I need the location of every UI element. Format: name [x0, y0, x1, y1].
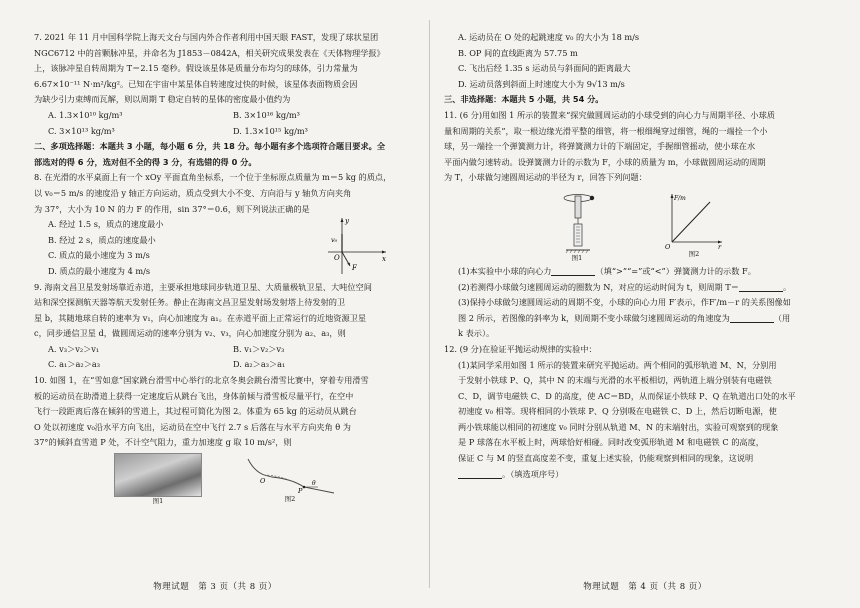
- q11-fig2-origin: O: [665, 242, 671, 250]
- q11-figure-1: [552, 190, 602, 262]
- q8-fig-force: F: [352, 264, 357, 273]
- q8-option-c: C. 质点的最小速度为 3 m/s: [48, 250, 150, 261]
- q11-figures: [444, 190, 834, 262]
- q11-sub3-text-c: 图 2 所示，若图像的斜率为 k，则周期不变小球做匀速圆周运动的角速度为: [458, 312, 730, 323]
- q12-line: (1)某同学采用如图 1 所示的装置来研究平抛运动。两个相同的弧形轨道 M、N，分别用: [458, 359, 777, 370]
- q10-line: 板的运动员在助滑道上获得一定速度后从跳台飞出，身体前倾与滑雪板尽量平行，在空中: [34, 390, 354, 401]
- q8-fig-v0: v₀: [331, 236, 338, 245]
- section-2-line: 二、多项选择题：本题共 3 小题，每小题 6 分，共 18 分。每小题有多个选项符合题目要求。全: [34, 141, 386, 152]
- q10-figures: [34, 453, 418, 505]
- q11-fig2-y-label: F/m: [674, 194, 686, 202]
- q11-line: 为 T，小球做匀速圆周运动的半径为 r，回答下列问题：: [444, 172, 647, 183]
- q9-option-c: C. a₁＞a₂＞a₃: [48, 359, 101, 370]
- q10-line: O 处以初速度 v₀沿水平方向飞出，运动员在空中飞行 2.7 s 后落在与水平方向夹角 θ 为: [34, 421, 351, 432]
- q8-line: 为 37°，大小为 10 N 的力 F 的作用，sin 37°＝0.6，则下列说法正确的是: [34, 203, 310, 214]
- q12-line: C、D，调节电磁铁 C、D 的高度，使 AC＝BD，从而保证小铁球 P、Q 在轨道出口处的水平: [458, 390, 796, 401]
- q8-fig-y-label: y: [345, 217, 349, 226]
- q10-line: 飞行一段距离后落在倾斜的雪道上，其过程可简化为图 2。体重为 65 kg 的运动员从跳台: [34, 406, 357, 417]
- section-2-heading: [34, 139, 418, 170]
- q10-options: [444, 30, 834, 92]
- q11-sub3-text-a: (3)保持小球做匀速圆周运动的周期不变，小球的向心力用 F′表示，作: [458, 297, 709, 308]
- page-right: [430, 0, 860, 608]
- section-3-heading: 三、非选择题：本题共 5 小题，共 54 分。: [444, 94, 604, 105]
- q10-option-d: D. 运动员落到斜面上时速度大小为 9√13 m/s: [458, 78, 625, 89]
- q9-option-b: B. v₁＞v₂＞v₃: [233, 343, 285, 354]
- section-2-line: 部选对的得 6 分，选对但不全的得 3 分，有选错的得 0 分。: [34, 156, 257, 167]
- q12-line: 于发射小铁球 P、Q，其中 N 的末端与光滑的水平板相切，两轨道上端分别装有电磁铁: [458, 375, 772, 386]
- q10-line: 10. 如图 1，在“雪如意”国家跳台滑雪中心举行的北京冬奥会跳台滑雪比赛中，穿着专用滑雪: [34, 375, 369, 386]
- question-10: [34, 373, 418, 505]
- q7-line: 6.67×10⁻¹¹ N·m²/kg²。已知在宇宙中某星体自转速度过快的时候，该星体表面物质会因: [34, 78, 358, 89]
- spring-scale-apparatus: [552, 190, 602, 254]
- q9-line: 星 b，其随地球自转的速率为 v₁，向心加速度为 a₁。在赤道平面上正常运行的近地资源卫星: [34, 312, 367, 323]
- q11-sub3-text-d: （用: [773, 312, 791, 323]
- q11-sub2-answer-blank[interactable]: [739, 281, 783, 292]
- q10-fig2-theta: θ: [312, 480, 316, 488]
- q12-answer-blank[interactable]: [458, 468, 502, 479]
- q12-line: 是 P 球落在水平板上时，两球恰好相碰。同时改变弧形轨道 M 和电磁铁 C 的高度，: [458, 437, 764, 448]
- ski-jump-photo: [114, 453, 202, 497]
- q11-sub2-text-b: 。: [782, 281, 792, 292]
- q7-line: NGC6712 中的首颗脉冲星，并命名为 J1853－0842A，相关研究成果发表在《天体物理学报》: [34, 47, 385, 58]
- q7-line: 上，该脉冲星自转周期为 T＝2.15 毫秒。假设该星体是质量分布均匀的球体，引力常量为: [34, 63, 358, 74]
- question-12: [444, 342, 834, 482]
- q10-fig2-caption: 图2: [284, 495, 296, 504]
- force-radius-graph: [662, 190, 726, 250]
- question-11: [444, 108, 834, 342]
- q8-line: 8. 在光滑的水平桌面上有一个 xOy 平面直角坐标系，一个位于坐标原点质量为 m＝5 kg 的质点，: [34, 172, 392, 183]
- q8-fig-x-label: x: [382, 255, 386, 264]
- q7-option-a: A. 1.3×10¹⁰ kg/m³: [48, 109, 123, 120]
- q11-sub1-answer-blank[interactable]: [551, 265, 595, 276]
- q10-option-b: B. OP 间的直线距离为 57.75 m: [458, 47, 578, 58]
- q8-fig-origin: O: [334, 254, 340, 263]
- q11-fig2-x-label: r: [718, 242, 722, 250]
- q12-line: 初速度 v₀ 相等。现将相同的小铁球 P、Q 分别吸在电磁铁 C、D 上，然后切断电源，使: [458, 406, 777, 417]
- q10-figure-2: [242, 453, 338, 505]
- q11-line: 11. (6 分)用如图 1 所示的装置来“探究做圆周运动的小球受到的向心力与周期半径、小球质: [444, 109, 775, 120]
- q8-option-d: D. 质点的最小速度为 4 m/s: [48, 265, 151, 276]
- q7-option-b: B. 3×10¹⁶ kg/m³: [233, 109, 300, 120]
- q11-line: 平面内做匀速转动。设弹簧测力计的示数为 F，小球的质量为 m，小球做圆周运动的周期: [444, 156, 766, 167]
- q12-line: 两小铁球能以相同的初速度 v₀ 同时分别从轨道 M、N 的末端射出，实验可观察到的现象: [458, 421, 779, 432]
- q11-fig2-caption: 图2: [688, 249, 700, 258]
- q11-line: 量和周期的关系”，取一根边缘光滑平整的细管，将一根细绳穿过细管，绳的一端拴一个小: [444, 125, 768, 136]
- question-7: [34, 30, 418, 139]
- q9-line: 站和深空探测航天器等航天发射任务。静止在海南文昌卫星发射场发射塔上待发射的卫: [34, 297, 346, 308]
- q9-line: 9. 海南文昌卫星发射场靠近赤道，主要承担地球同步轨道卫星、大质量极轨卫星、大吨位空间: [34, 281, 372, 292]
- q7-options-row1: [34, 108, 418, 124]
- q10-fig1-caption: 图1: [152, 497, 164, 506]
- q11-sub3-end: k 表示）。: [458, 328, 495, 339]
- q11-sub2-text-a: (2)若测得小球做匀速圆周运动的圈数为 N，对应的运动时间为 t，则周期 T＝: [458, 281, 739, 292]
- q8-figure: [320, 214, 390, 278]
- q12-heading: 12. (9 分)在验证平抛运动规律的实验中：: [444, 343, 597, 354]
- q11-line: 球，另一端拴一个弹簧测力计，将弹簧测力计的下端固定，手握细管摇动，使小球在水: [444, 141, 756, 152]
- q10-fig2-p: P: [298, 487, 303, 496]
- q11-sub3-text-b: F′/m－r 的关系图像如: [709, 297, 791, 308]
- q11-sub3: [444, 295, 834, 311]
- q9-option-d: D. a₂＞a₃＞a₁: [233, 359, 286, 370]
- q7-options-row2: [34, 124, 418, 140]
- q11-sub1: [444, 264, 834, 280]
- q10-line: 37°的倾斜直雪道 P 处，不计空气阻力，重力加速度 g 取 10 m/s²，则: [34, 437, 292, 448]
- q10-figure-1: [114, 453, 202, 505]
- q10-fig2-o: O: [260, 477, 266, 486]
- q12-tail-text: 。（填选项序号）: [502, 468, 564, 479]
- q11-sub3-cont: [444, 311, 834, 327]
- q9-line: c，同步通信卫星 d，做圆周运动的速率分别为 v₂、v₃，向心加速度分别为 a₂、a₃，则: [34, 328, 346, 339]
- footer-page-3: 物理试题 第 3 页（共 8 页）: [153, 582, 277, 593]
- q8-option-b: B. 经过 2 s，质点的速度最小: [48, 234, 156, 245]
- q11-sub1-text-b: （填“>”“=”或“<”）弹簧测力计的示数 F。: [595, 265, 756, 276]
- question-8: [34, 170, 418, 279]
- q11-sub1-text-a: (1)本实验中小球的向心力: [458, 265, 552, 276]
- q10-option-a: A. 运动员在 O 处的起跳速度 v₀ 的大小为 18 m/s: [458, 32, 640, 42]
- q10-option-c: C. 飞出后经 1.35 s 运动员与斜面间的距离最大: [458, 63, 631, 74]
- q7-line: 为缺少引力束缚而瓦解，则以周期 T 稳定自转的星体的密度最小值约为: [34, 94, 291, 105]
- q9-option-a: A. v₃＞v₂＞v₁: [48, 343, 100, 354]
- q8-line: 以 v₀＝5 m/s 的速度沿 y 轴正方向运动，质点受到大小不变、方向沿与 y 轴负方向夹角: [34, 187, 352, 198]
- q7-line: 7. 2021 年 11 月中国科学院上海天文台与国内外合作者利用中国天眼 FAST，发现了球状星团: [34, 32, 379, 42]
- ski-slope-diagram: [242, 453, 338, 495]
- question-9: [34, 280, 418, 374]
- q9-options-row1: [34, 342, 418, 358]
- q11-sub2: [444, 280, 834, 296]
- q7-option-d: D. 1.3×10¹⁵ kg/m³: [233, 125, 308, 136]
- q9-options-row2: [34, 357, 418, 373]
- q12-line: 保证 C 与 M 的竖直高度差不变，重复上述实验，仍能观察到相同的现象，这说明: [458, 453, 754, 464]
- footer-page-4: 物理试题 第 4 页（共 8 页）: [583, 582, 707, 593]
- q11-figure-2: [662, 190, 726, 262]
- q8-option-a: A. 经过 1.5 s，质点的速度最小: [48, 219, 164, 230]
- q7-option-c: C. 3×10¹³ kg/m³: [48, 125, 115, 136]
- q12-tail: [444, 467, 834, 483]
- q11-sub3-answer-blank[interactable]: [730, 312, 774, 323]
- q11-fig1-caption: 图1: [571, 253, 583, 262]
